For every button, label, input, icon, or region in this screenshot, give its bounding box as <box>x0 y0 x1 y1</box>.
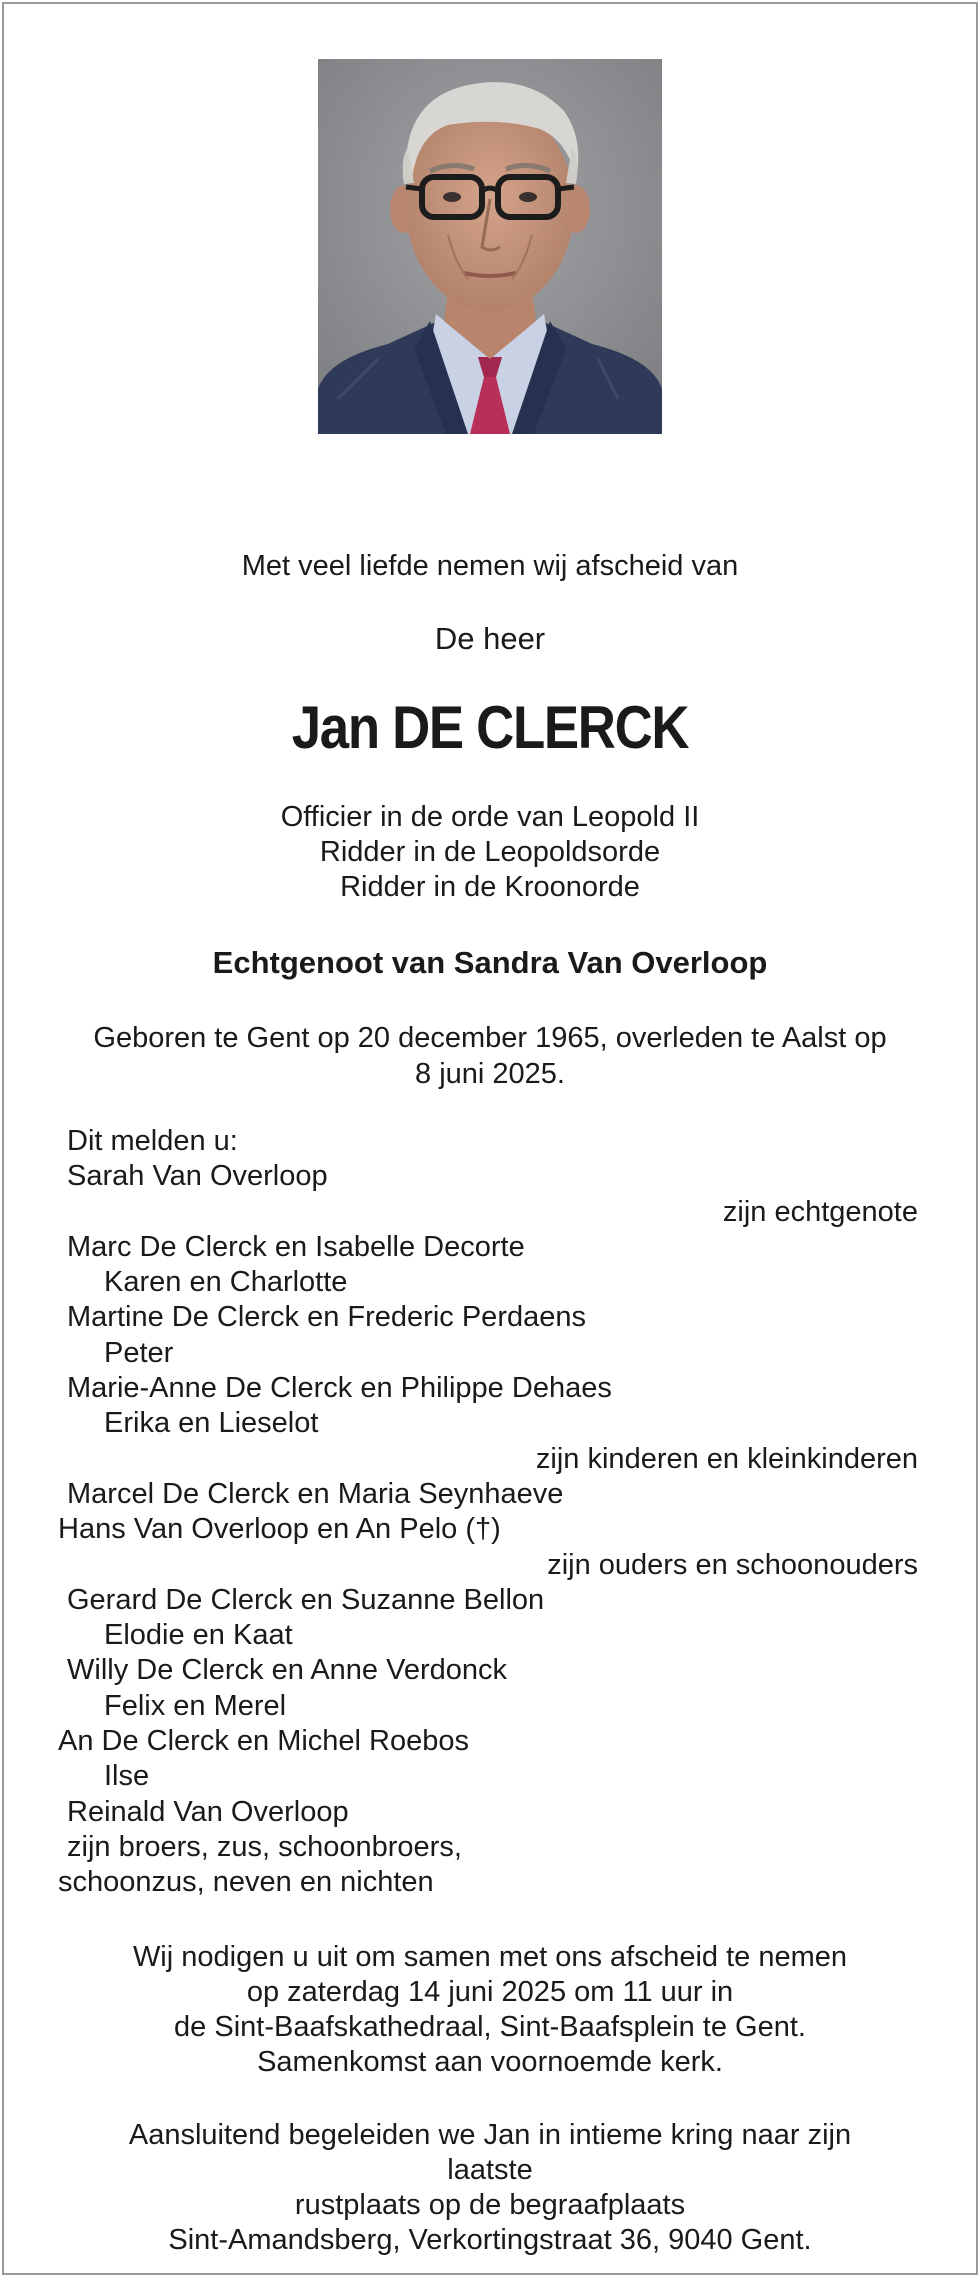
family-line: Hans Van Overloop en An Pelo (†) <box>58 1513 501 1546</box>
family-relation: zijn ouders en schoonouders <box>547 1548 918 1581</box>
family-line: Elodie en Kaat <box>104 1619 293 1652</box>
family-line: Willy De Clerck en Anne Verdonck <box>67 1654 508 1687</box>
family-line: Peter <box>104 1336 174 1369</box>
family-line: Karen en Charlotte <box>104 1266 348 1299</box>
family-relation: zijn kinderen en kleinkinderen <box>535 1442 918 1475</box>
family-relation: zijn echtgenote <box>722 1195 918 1228</box>
ceremony-text <box>0 1940 980 2080</box>
family-line: Gerard De Clerck en Suzanne Bellon <box>67 1583 545 1616</box>
honor-line: Ridder in de Kroonorde <box>340 871 640 903</box>
family-line: Reinald Van Overloop <box>67 1795 349 1828</box>
burial-line: Sint-Amandsberg, Verkortingstraat 36, 9040 Gent. <box>168 2224 812 2256</box>
ceremony-line: op zaterdag 14 juni 2025 om 11 uur in <box>246 1976 734 2008</box>
burial-line: rustplaats op de begraafplaats <box>294 2189 686 2221</box>
family-line: Ilse <box>104 1760 150 1793</box>
family-line: An De Clerck en Michel Roebos <box>58 1725 470 1758</box>
burial-text <box>0 2118 980 2258</box>
family-line: Dit melden u: <box>67 1125 238 1157</box>
ceremony-line: Samenkomst aan voornoemde kerk. <box>257 2046 723 2078</box>
family-line: Martine De Clerck en Frederic Perdaens <box>67 1301 586 1334</box>
family-line: Erika en Lieselot <box>104 1407 319 1440</box>
ceremony-line: Wij nodigen u uit om samen met ons afscheid te nemen <box>132 1941 848 1973</box>
family-line: Marcel De Clerck en Maria Seynhaeve <box>67 1477 564 1510</box>
deceased-name: Jan DE CLERCK <box>291 694 689 761</box>
family-line: Marc De Clerck en Isabelle Decorte <box>67 1230 525 1263</box>
burial-line: laatste <box>447 2154 533 2186</box>
burial-line: Aansluitend begeleiden we Jan in intieme kring naar zijn <box>128 2119 852 2151</box>
birth-death-line: 8 juni 2025. <box>415 1058 565 1090</box>
family-line: Marie-Anne De Clerck en Philippe Dehaes <box>67 1372 612 1405</box>
honor-line: Officier in de orde van Leopold II <box>280 801 700 833</box>
spouse-line: Echtgenoot van Sandra Van Overloop <box>212 945 768 980</box>
honors-list <box>0 800 980 905</box>
birth-death-line: Geboren te Gent op 20 december 1965, overleden te Aalst op <box>93 1022 887 1054</box>
portrait-photo <box>318 59 662 434</box>
family-line: schoonzus, neven en nichten <box>58 1866 434 1899</box>
intro-text: Met veel liefde nemen wij afscheid van <box>241 550 739 582</box>
title-prefix: De heer <box>434 621 546 656</box>
family-line: Sarah Van Overloop <box>67 1160 328 1193</box>
family-line: zijn broers, zus, schoonbroers, <box>67 1830 462 1863</box>
birth-death-text <box>0 1020 980 1092</box>
family-line: Felix en Merel <box>104 1689 287 1722</box>
honor-line: Ridder in de Leopoldsorde <box>319 836 661 868</box>
ceremony-line: de Sint-Baafskathedraal, Sint-Baafsplein te Gent. <box>174 2011 806 2043</box>
family-list <box>0 1124 980 1901</box>
